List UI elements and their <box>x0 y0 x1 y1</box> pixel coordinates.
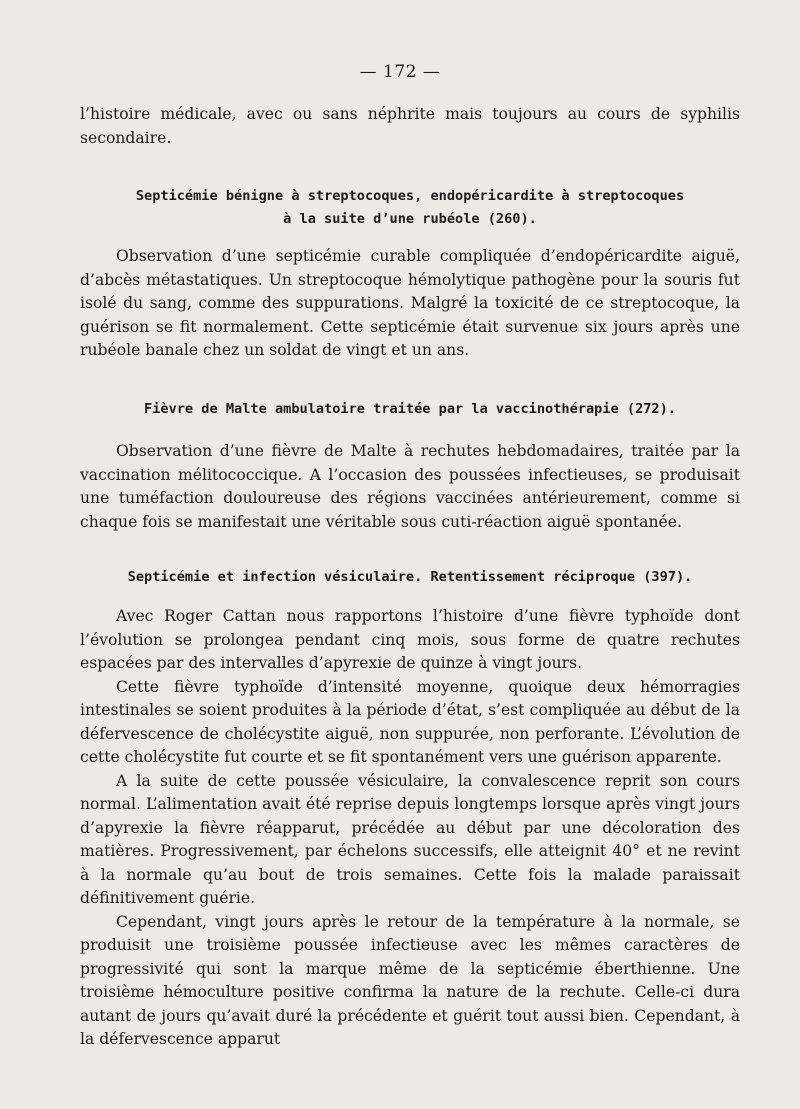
section3-paragraph-3: A la suite de cette poussée vésiculaire, la convalescence reprit son cours normal. L’alimentation avait été reprise depuis longtemps lorsque après vingt jours d’apyrexie la fièvre réapparut, précédée au début par une décoloration des matières. Progressivement, par échelons successifs, elle atteignit 40° et ne revint à la normale qu’au bout de trois semaines. Cette fois la malade paraissait définitivement guérie. <box>80 771 740 907</box>
section3-title: Septicémie et infection vésiculaire. Retentissement réciproque (397). <box>127 569 693 585</box>
section3-paragraph-4: Cependant, vingt jours après le retour de la température à la normale, se produisit une troisième poussée infectieuse avec les mêmes caractères de progressivité qui sont la marque même de la septicémie éberthienne. Une troisième hémoculture positive confirma la nature de la rechute. Celle-ci dura autant de jours qu’avait duré la précédente et guérit tout aussi bien. Cependant, à la défervescence apparut <box>80 912 740 1048</box>
section1-title-line1: Septicémie bénigne à streptocoques, endopéricardite à streptocoques <box>135 188 685 204</box>
intro-paragraph: l’histoire médicale, avec ou sans néphrite mais toujours au cours de syphilis secondaire. <box>80 105 740 147</box>
section3-body <box>80 605 740 1052</box>
section1-title <box>80 185 740 231</box>
section2-title: Fièvre de Malte ambulatoire traitée par la vaccinothérapie (272). <box>144 401 676 417</box>
section1-paragraph: Observation d’une septicémie curable compliquée d’endopéricardite aiguë, d’abcès métastatiques. Un streptocoque hémolytique pathogène pour la souris fut isolé du sang, comme des suppurations. Malgré la toxicité de ce streptocoque, la guérison se fit normalement. Cette septicémie était survenue six jours après une rubéole banale chez un soldat de vingt et un ans. <box>80 247 740 359</box>
section3-paragraph-1: Avec Roger Cattan nous rapportons l’histoire d’une fièvre typhoïde dont l’évolution se prolongea pendant cinq mois, sous forme de quatre rechutes espacées par des intervalles d’apyrexie de quinze à vingt jours. <box>80 607 740 672</box>
section1-title-line2: à la suite d’une rubéole (260). <box>283 211 537 227</box>
page-number: — 172 — <box>359 62 441 82</box>
section3-paragraph-2: Cette fièvre typhoïde d’intensité moyenne, quoique deux hémorragies intestinales se soient produites à la période d’état, s’est compliquée au début de la défervescence de cholécystite aiguë, non suppurée, non perforante. L’évolution de cette cholécystite fut courte et se fit spontanément vers une guérison apparente. <box>80 677 740 766</box>
section2-paragraph: Observation d’une fièvre de Malte à rechutes hebdomadaires, traitée par la vaccination mélitococcique. A l’occasion des poussées infectieuses, se produisait une tuméfaction douloureuse des régions vaccinées antérieurement, comme si chaque fois se manifestait une véritable sous cuti-réaction aiguë spontanée. <box>80 442 740 531</box>
